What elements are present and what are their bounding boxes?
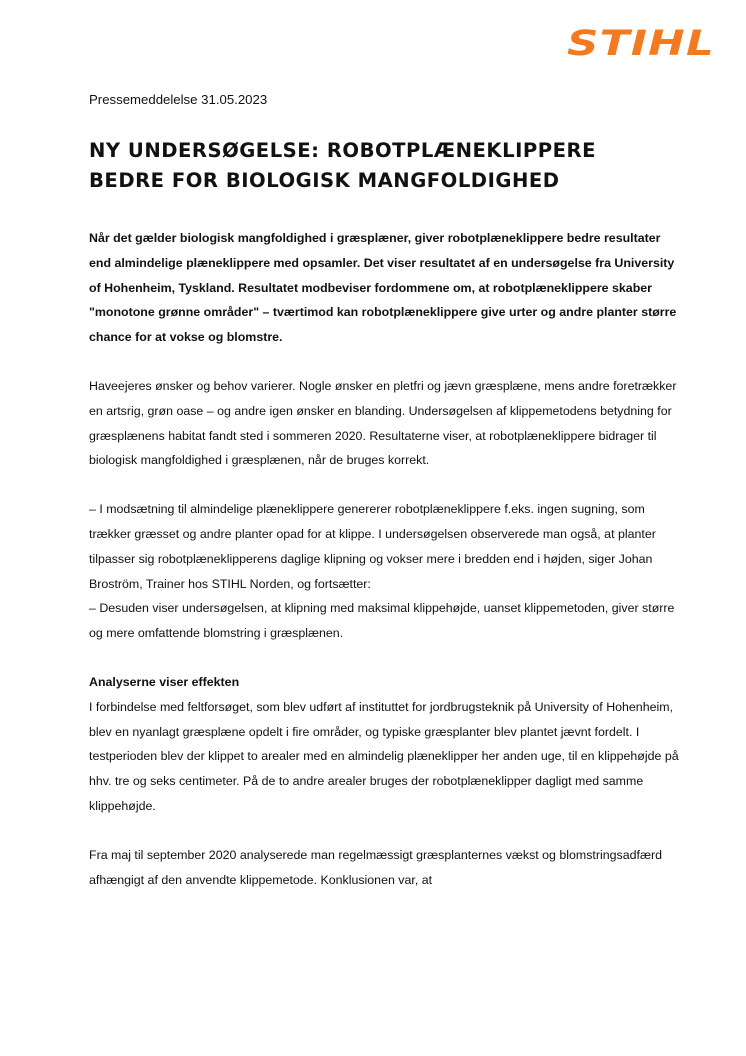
body-paragraph-2: – I modsætning til almindelige plæneklippere genererer robotplæneklippere f.eks. ingen sugning, som trækker græsset og andre planter opad for at klippe. I undersøgelsen observerede man også, at planter tilpasser sig robotplæneklipperens daglige klipning og vokser mere i bredden end i højden, siger Johan Broström, Trainer hos STIHL Norden, og fortsætter: [89,502,656,591]
body-paragraph-1: Haveejeres ønsker og behov varierer. Nogle ønsker en pletfri og jævn græsplæne, mens andre foretrækker en artsrig, grøn oase – og andre igen ønsker en blanding. Undersøgelsen af klippemetodens betydning for græsplænens habitat fandt sted i sommeren 2020. Resultaterne viser, at robotplæneklippere bidrager til biologisk mangfoldighed i græsplænen, når de bruges korrekt. [89,378,677,468]
lead-paragraph: Når det gælder biologisk mangfoldighed i græsplæner, giver robotplæneklippere bedre resultater end almindelige plæneklippere med opsamler. Det viser resultatet af en undersøgelse fra University of Hohenheim, Tyskland. Resultatet modbeviser fordommene om, at robotplæneklippere skaber "monotone grønne områder" – tværtimod kan robotplæneklippere give urter og andre planter større chance for at vokse og blomstre. [89,231,677,345]
stihl-logo-mark [566,24,718,60]
svg-text:STIHL: STIHL [567,24,715,60]
body-paragraph-5: Fra maj til september 2020 analyserede man regelmæssigt græsplanternes vækst og blomstringsadfærd afhængigt af den anvendte klippemetode. Konklusionen var, at [89,847,662,887]
page-title [89,136,679,196]
dateline: Pressemeddelelse 31.05.2023 [89,92,268,107]
title-line-1: NY UNDERSØGELSE: ROBOTPLÆNEKLIPPERE [89,139,596,162]
title-line-2: BEDRE FOR BIOLOGISK MANGFOLDIGHED [89,169,560,192]
section-heading: Analyserne viser effekten [89,674,240,689]
body-paragraph-4: I forbindelse med feltforsøget, som blev udført af instituttet for jordbrugsteknik på University of Hohenheim, blev en nyanlagt græsplæne opdelt i fire områder, og typiske græsplanter blev plantet jævnt fordelt. I testperioden blev der klippet to arealer med en almindelig plæneklipper her anden uge, til en klippehøjde på hhv. tre og seks centimeter. På de to andre arealer bruges der robotplæneklipper dagligt med samme klippehøjde. [89,699,679,813]
body-paragraph-3: – Desuden viser undersøgelsen, at klipning med maksimal klippehøjde, uanset klippemetoden, giver større og mere omfattende blomstring i græsplænen. [89,601,675,641]
press-release [89,90,679,892]
stihl-logo [566,24,718,60]
